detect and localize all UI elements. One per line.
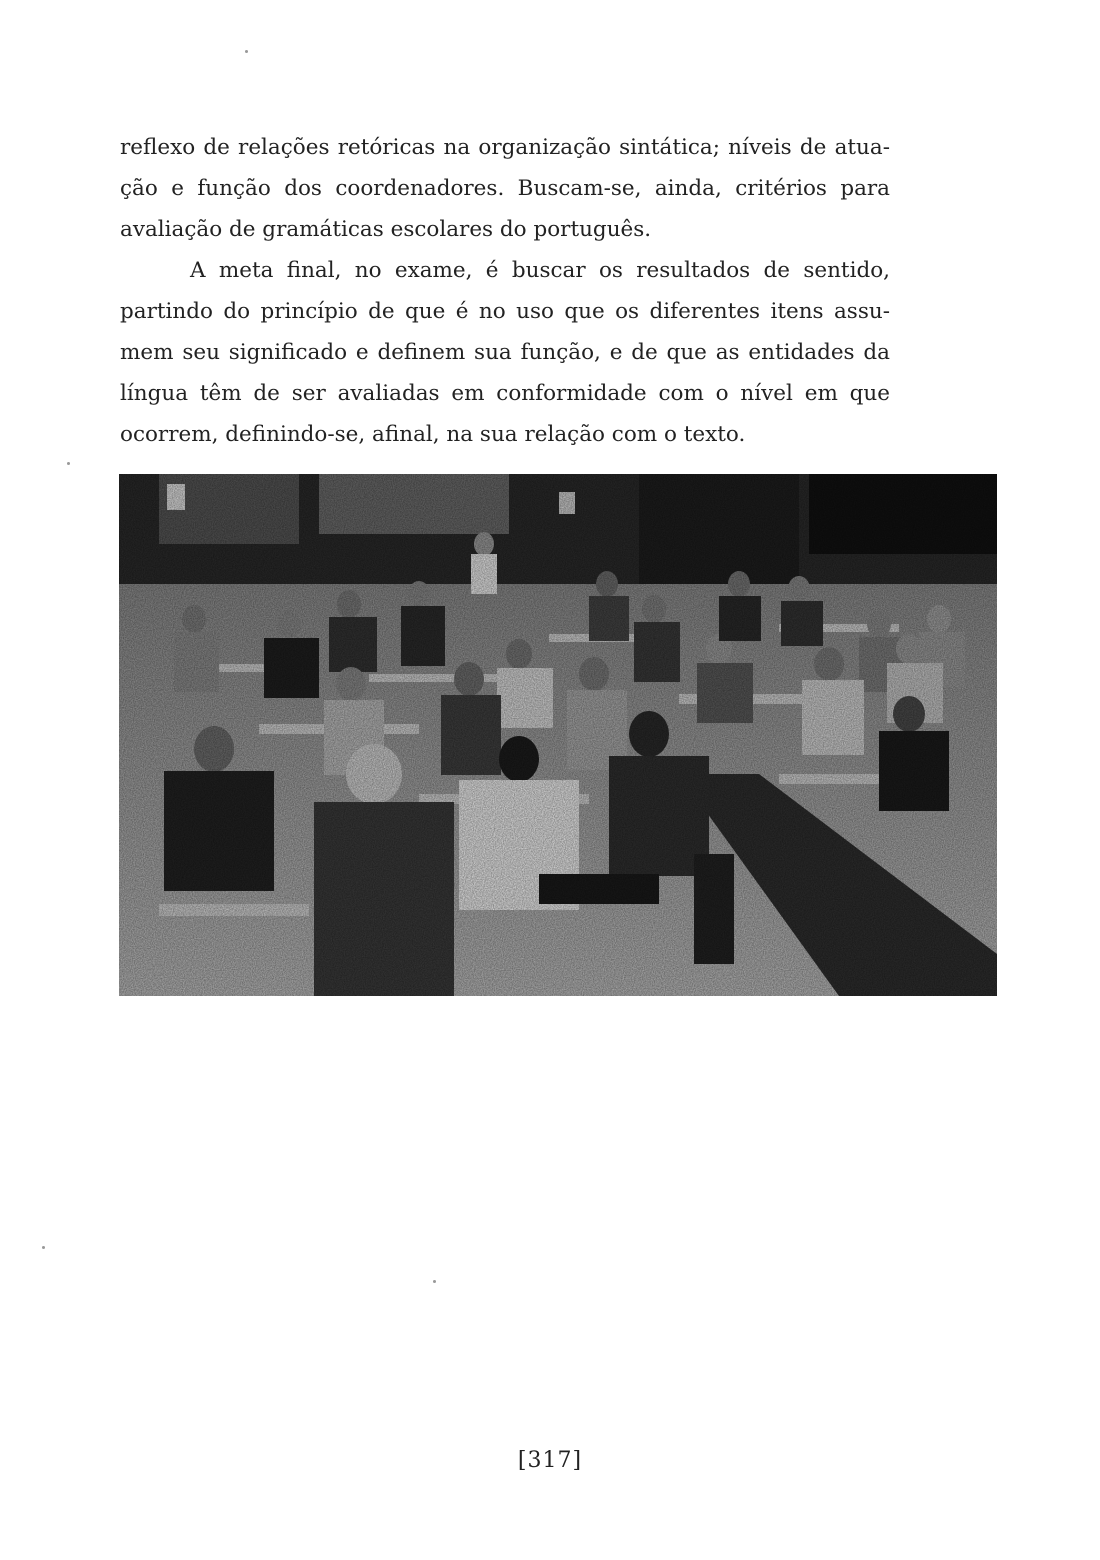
scan-speck — [245, 50, 248, 53]
body-text — [120, 127, 890, 455]
scan-speck — [433, 1280, 436, 1283]
scan-speck — [67, 462, 70, 465]
paragraph-2-line-2: partindo do princípio de que é no uso que os diferentes itens assu- — [120, 299, 890, 324]
paragraph-2-line-5: ocorrem, definindo-se, afinal, na sua relação com o texto. — [120, 422, 746, 447]
paragraph-2-line-4: língua têm de ser avaliadas em conformidade com o nível em que — [120, 381, 890, 406]
paragraph-2-line-3: mem seu significado e definem sua função, e de que as entidades da — [120, 340, 890, 365]
paragraph-1-line-1: reflexo de relações retóricas na organização sintática; níveis de atua- — [120, 135, 890, 160]
page-number: [317] — [517, 1448, 583, 1473]
paragraph-1-line-2: ção e função dos coordenadores. Buscam-se, ainda, critérios para — [120, 176, 890, 201]
classroom-photo — [119, 474, 997, 996]
paragraph-1-line-3: avaliação de gramáticas escolares do português. — [120, 217, 652, 242]
scan-speck — [42, 1246, 45, 1249]
paragraph-2-line-1: A meta final, no exame, é buscar os resultados de sentido, — [190, 258, 890, 283]
